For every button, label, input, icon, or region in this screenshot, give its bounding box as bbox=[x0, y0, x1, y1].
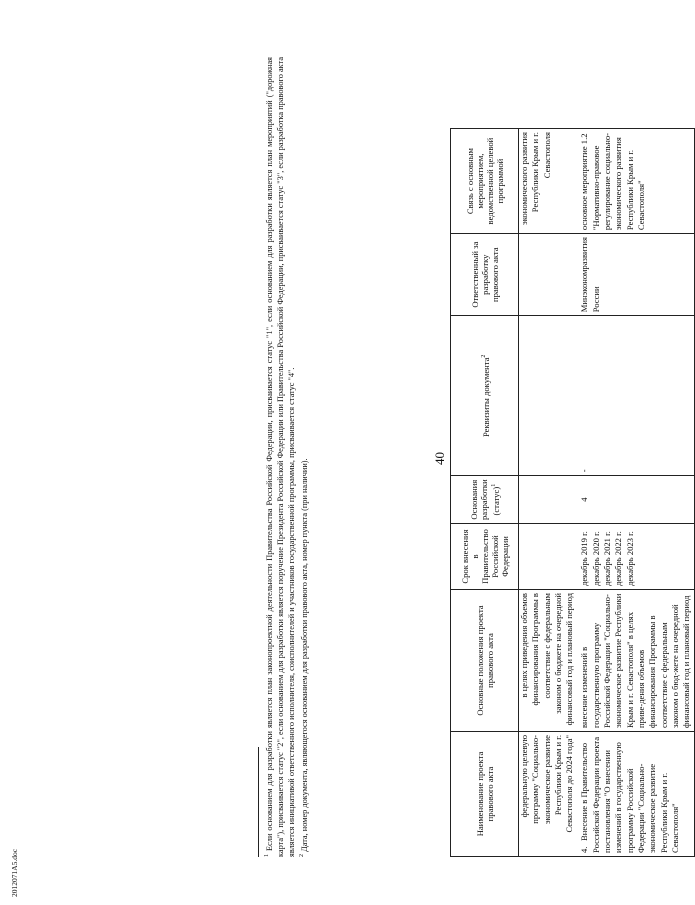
page-number: 40 bbox=[432, 452, 447, 465]
header-status-sup: 1 bbox=[490, 483, 497, 487]
header-requisites-text: Реквизиты документа bbox=[480, 357, 491, 438]
cell-name: федеральную целевую программу "Социально-экономическое развитие Республики Крым и г. Севастополя до 2024 года" bbox=[519, 732, 578, 857]
footnote-1-text: Если основанием для разработки является план законопроектной деятельности Правительства Российской Федерации, присваивается статус "1", если основанием для разработки является план мероприятий ("дорожная карта"), присваивается статус "2", если основанием для разработки является поручение Президента Российской Федерации или Правительства Российской Федерации, присваивается статус "3", если разработка правового акта является инициативой ответственного исполнителя, соисполнителей и участников государственной программы, присваивается статус "4". bbox=[264, 57, 297, 857]
header-name: Наименование проекта правового акта bbox=[451, 732, 519, 857]
footnote-2-mark: 2 bbox=[299, 854, 306, 857]
cell-deadline: декабрь 2019 г. декабрь 2020 г. декабрь 2021 г. декабрь 2022 г. декабрь 2023 г. bbox=[577, 524, 694, 590]
table-row bbox=[577, 129, 694, 857]
footnote-1-mark: 1 bbox=[264, 854, 270, 857]
cell-status bbox=[519, 476, 578, 524]
header-requisites-sup: 2 bbox=[480, 354, 487, 358]
cell-link: экономического развития Республики Крым и г. Севастополя bbox=[519, 129, 578, 234]
cell-requisites bbox=[519, 316, 578, 476]
footnote-rule bbox=[258, 747, 259, 857]
legal-acts-table bbox=[450, 128, 695, 857]
table-row bbox=[519, 129, 578, 857]
cell-responsible: Минэкономразвития России bbox=[577, 234, 694, 316]
cell-deadline bbox=[519, 524, 578, 590]
header-link: Связь с основным мероприятием, ведомственной целевой программой bbox=[451, 129, 519, 234]
document-filename: 2012071A5.doc bbox=[10, 848, 19, 897]
footnote-2-text: Дата, номер документа, являющегося основанием для разработки правового акта, номер пункта (при наличии). bbox=[300, 458, 310, 852]
cell-name bbox=[577, 732, 694, 857]
footnote-1 bbox=[262, 57, 297, 857]
header-status-text: Основания разработки (статус) bbox=[468, 479, 501, 520]
header-status bbox=[451, 476, 519, 524]
cell-requisites: - bbox=[577, 316, 694, 476]
cell-provisions: внесение изменений в государственную программу Российской Федерации "Социально-экономическое развитие Республики Крым и г. Севастополя" в целях приве-дения объемов финансирования Программы в соответствие с федеральным законом о бюд-жете на очередной финансовый год и плановый период bbox=[577, 590, 694, 732]
cell-name-text: Внесение в Правительство Российской Федерации проекта постановления "О внесении изменений в государственную программу Российской Федерации "Социально-экономическое развитие Республики Крым и г. Севастополя" bbox=[579, 736, 680, 853]
row-number: 4. bbox=[579, 846, 590, 853]
header-provisions: Основные положения проекта правового акта bbox=[451, 590, 519, 732]
header-requisites bbox=[451, 316, 519, 476]
header-deadline: Срок внесения в Правительство Российской Федерации bbox=[451, 524, 519, 590]
footnote-2 bbox=[297, 57, 310, 857]
cell-responsible bbox=[519, 234, 578, 316]
footnotes bbox=[258, 57, 310, 857]
header-responsible: Ответственный за разработку правового акта bbox=[451, 234, 519, 316]
cell-status: 4 bbox=[577, 476, 694, 524]
cell-provisions: в целях приведения объемов финансирования Программы в соответствие с федеральным законом о бюджете на очередной финансовый год и плановый период bbox=[519, 590, 578, 732]
cell-link: основное мероприятие 1.2 "Нормативно-правовое регулирование социально-экономического развития Республики Крым и г. Севастополя" bbox=[577, 129, 694, 234]
